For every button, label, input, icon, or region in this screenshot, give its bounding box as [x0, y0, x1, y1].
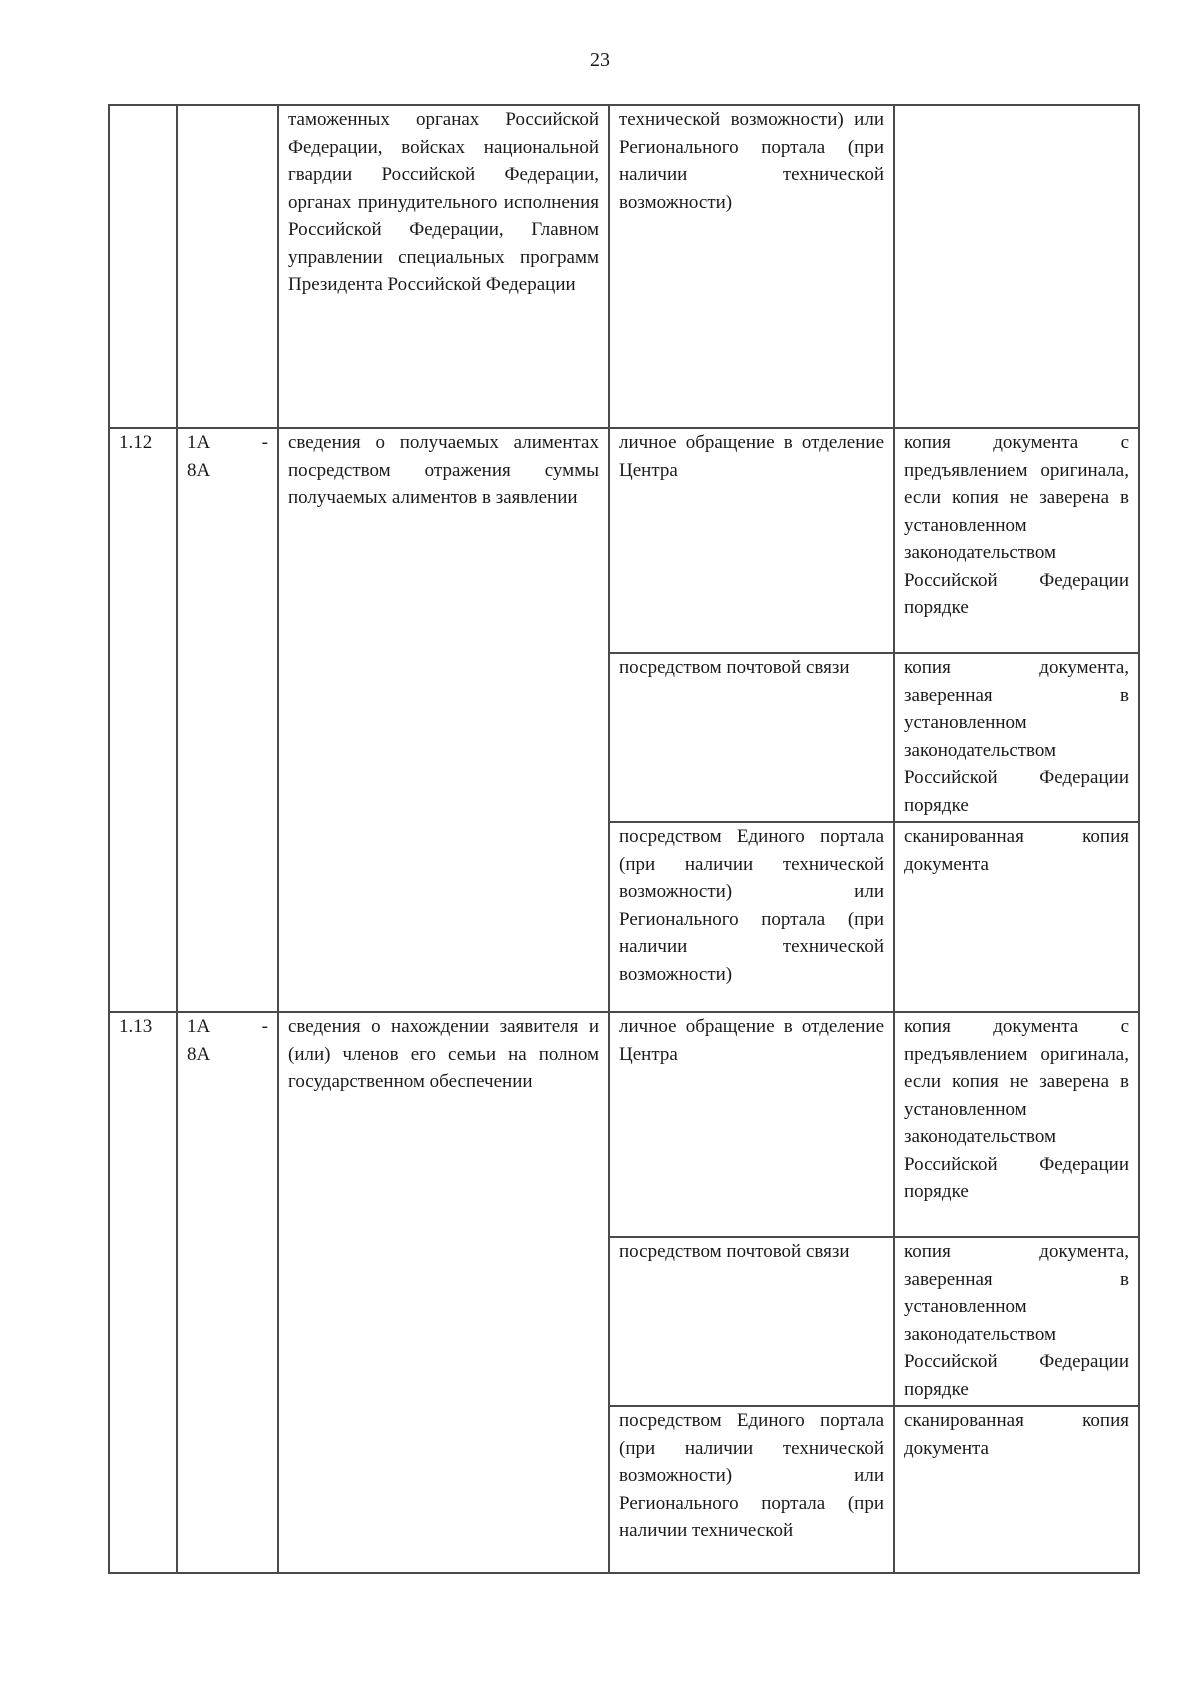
row-number: 1.12	[109, 428, 177, 1012]
continued-document-cell	[894, 105, 1139, 428]
submission-method: посредством почтовой связи	[609, 653, 894, 822]
submission-method: посредством Единого портала (при наличии технической возможности) или Регионального портала (при наличии технической	[609, 1406, 894, 1573]
submission-method: личное обращение в отделение Центра	[609, 1012, 894, 1237]
table-row	[109, 1012, 1139, 1237]
category-from: 1А	[187, 432, 211, 453]
submission-document: копия документа с предъявлением оригинала, если копия не заверена в установленном законодательством Российской Федерации порядке	[894, 1012, 1139, 1237]
category-dash: -	[261, 1016, 268, 1037]
submission-method: личное обращение в отделение Центра	[609, 428, 894, 653]
submission-document: копия документа, заверенная в установленном законодательством Российской Федерации порядке	[894, 653, 1139, 822]
row-category	[177, 428, 278, 1012]
page-number: 23	[590, 49, 610, 71]
continued-name-cell: таможенных органах Российской Федерации, войсках национальной гвардии Российской Федерации, органах принудительного исполнения Российской Федерации, Главном управлении специальных программ Президента Российской Федерации	[278, 105, 609, 428]
submission-document: копия документа с предъявлением оригинала, если копия не заверена в установленном законодательством Российской Федерации порядке	[894, 428, 1139, 653]
submission-method: посредством Единого портала (при наличии технической возможности) или Регионального портала (при наличии технической возможности)	[609, 822, 894, 1012]
continued-method-cell: технической возможности) или Регионального портала (при наличии технической возможности)	[609, 105, 894, 428]
documents-table	[108, 104, 1140, 1574]
submission-document: копия документа, заверенная в установленном законодательством Российской Федерации порядке	[894, 1237, 1139, 1406]
row-number: 1.13	[109, 1012, 177, 1573]
row-category	[177, 1012, 278, 1573]
category-to: 8А	[187, 459, 211, 481]
row-name: сведения о получаемых алиментах посредством отражения суммы получаемых алиментов в заявлении	[278, 428, 609, 1012]
category-to: 8А	[187, 1043, 211, 1065]
table-row	[109, 428, 1139, 653]
continued-number-cell	[109, 105, 177, 428]
category-from: 1А	[187, 1016, 211, 1037]
row-name: сведения о нахождении заявителя и (или) членов его семьи на полном государственном обеспечении	[278, 1012, 609, 1573]
submission-document: сканированная копия документа	[894, 822, 1139, 1012]
submission-method: посредством почтовой связи	[609, 1237, 894, 1406]
category-dash: -	[261, 432, 268, 453]
submission-document: сканированная копия документа	[894, 1406, 1139, 1573]
continued-category-cell	[177, 105, 278, 428]
table-row-continued	[109, 105, 1139, 428]
